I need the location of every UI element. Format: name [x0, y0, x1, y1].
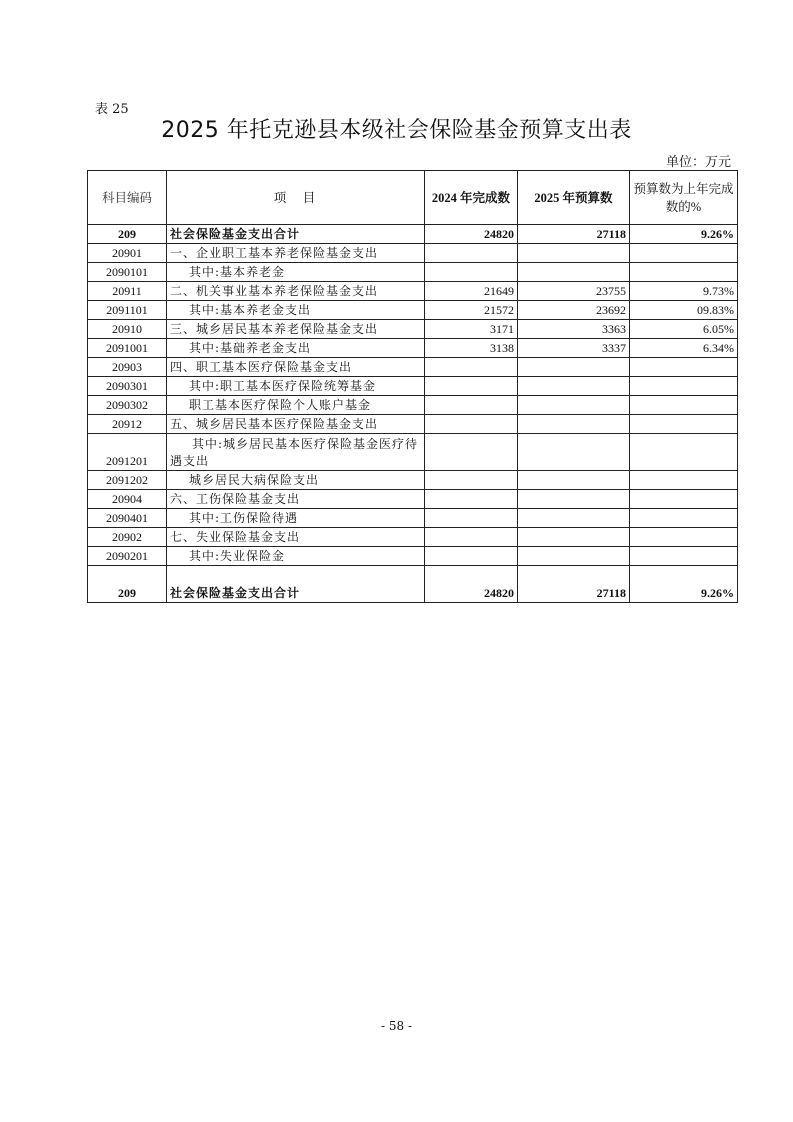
cell-code: 20912 — [88, 415, 167, 434]
table-row — [88, 282, 738, 301]
cell-completed-2024 — [425, 263, 518, 282]
cell-budget-2025: 27118 — [518, 225, 630, 244]
cell-completed-2024: 24820 — [425, 566, 518, 603]
cell-pct: 6.34% — [630, 339, 738, 358]
cell-code: 2091202 — [88, 471, 167, 490]
cell-item: 社会保险基金支出合计 — [167, 566, 425, 603]
cell-pct — [630, 434, 738, 471]
table-row — [88, 490, 738, 509]
cell-budget-2025: 3363 — [518, 320, 630, 339]
table-row — [88, 339, 738, 358]
cell-pct — [630, 396, 738, 415]
cell-item: 其中:工伤保险待遇 — [167, 509, 425, 528]
cell-code: 2090201 — [88, 547, 167, 566]
budget-table — [87, 170, 738, 603]
cell-pct: 9.26% — [630, 566, 738, 603]
cell-budget-2025: 3337 — [518, 339, 630, 358]
cell-pct: 09.83% — [630, 301, 738, 320]
table-row — [88, 471, 738, 490]
cell-code: 209 — [88, 566, 167, 603]
cell-item: 城乡居民大病保险支出 — [167, 471, 425, 490]
header-item: 项 目 — [167, 171, 425, 225]
cell-code: 20911 — [88, 282, 167, 301]
cell-item: 其中:职工基本医疗保险统筹基金 — [167, 377, 425, 396]
cell-item: 七、失业保险基金支出 — [167, 528, 425, 547]
table-row — [88, 434, 738, 471]
page-title: 2025 年托克逊县本级社会保险基金预算支出表 — [161, 118, 632, 143]
cell-budget-2025 — [518, 263, 630, 282]
cell-budget-2025 — [518, 377, 630, 396]
header-budget-2025: 2025 年预算数 — [518, 171, 630, 225]
cell-completed-2024 — [425, 415, 518, 434]
page-number: - 58 - — [380, 1019, 412, 1033]
cell-completed-2024 — [425, 509, 518, 528]
cell-pct — [630, 263, 738, 282]
cell-item: 社会保险基金支出合计 — [167, 225, 425, 244]
cell-item: 其中:基本养老金 — [167, 263, 425, 282]
table-row — [88, 377, 738, 396]
cell-code: 20902 — [88, 528, 167, 547]
cell-pct — [630, 415, 738, 434]
table-row — [88, 301, 738, 320]
header-completed-2024: 2024 年完成数 — [425, 171, 518, 225]
header-code: 科目编码 — [88, 171, 167, 225]
cell-budget-2025: 27118 — [518, 566, 630, 603]
cell-completed-2024 — [425, 471, 518, 490]
table-row-total — [88, 566, 738, 603]
cell-code: 20901 — [88, 244, 167, 263]
cell-code: 2091101 — [88, 301, 167, 320]
cell-code: 2090401 — [88, 509, 167, 528]
cell-budget-2025: 23755 — [518, 282, 630, 301]
cell-pct — [630, 509, 738, 528]
cell-item: 三、城乡居民基本养老保险基金支出 — [167, 320, 425, 339]
cell-completed-2024: 24820 — [425, 225, 518, 244]
cell-item: 一、企业职工基本养老保险基金支出 — [167, 244, 425, 263]
cell-pct — [630, 377, 738, 396]
cell-pct — [630, 471, 738, 490]
table-row — [88, 244, 738, 263]
cell-completed-2024 — [425, 528, 518, 547]
cell-budget-2025 — [518, 244, 630, 263]
cell-pct: 9.73% — [630, 282, 738, 301]
cell-completed-2024 — [425, 434, 518, 471]
cell-completed-2024 — [425, 377, 518, 396]
table-row — [88, 358, 738, 377]
table-row — [88, 547, 738, 566]
table-label: 表 25 — [95, 102, 129, 117]
table-row — [88, 415, 738, 434]
cell-item: 其中:基本养老金支出 — [167, 301, 425, 320]
cell-pct — [630, 244, 738, 263]
table-row — [88, 320, 738, 339]
cell-budget-2025 — [518, 471, 630, 490]
cell-completed-2024: 21649 — [425, 282, 518, 301]
cell-item: 六、工伤保险基金支出 — [167, 490, 425, 509]
table-row — [88, 263, 738, 282]
cell-budget-2025 — [518, 509, 630, 528]
cell-item: 职工基本医疗保险个人账户基金 — [167, 396, 425, 415]
cell-budget-2025 — [518, 396, 630, 415]
cell-completed-2024: 3171 — [425, 320, 518, 339]
cell-item: 四、职工基本医疗保险基金支出 — [167, 358, 425, 377]
cell-budget-2025 — [518, 528, 630, 547]
cell-budget-2025 — [518, 358, 630, 377]
cell-item: 其中:失业保险金 — [167, 547, 425, 566]
cell-completed-2024: 21572 — [425, 301, 518, 320]
header-pct: 预算数为上年完成数的% — [630, 171, 738, 225]
unit-label: 单位：万元 — [665, 155, 731, 170]
cell-completed-2024 — [425, 358, 518, 377]
cell-budget-2025 — [518, 434, 630, 471]
cell-completed-2024 — [425, 490, 518, 509]
cell-completed-2024 — [425, 396, 518, 415]
cell-code: 20910 — [88, 320, 167, 339]
cell-budget-2025 — [518, 490, 630, 509]
cell-item: 二、机关事业基本养老保险基金支出 — [167, 282, 425, 301]
cell-code: 2090302 — [88, 396, 167, 415]
cell-completed-2024: 3138 — [425, 339, 518, 358]
cell-pct — [630, 358, 738, 377]
table-row — [88, 509, 738, 528]
cell-code: 2091001 — [88, 339, 167, 358]
table-row-total — [88, 225, 738, 244]
cell-code: 20903 — [88, 358, 167, 377]
cell-budget-2025: 23692 — [518, 301, 630, 320]
cell-completed-2024 — [425, 244, 518, 263]
cell-code: 20904 — [88, 490, 167, 509]
cell-pct — [630, 490, 738, 509]
cell-item: 其中:基础养老金支出 — [167, 339, 425, 358]
cell-budget-2025 — [518, 415, 630, 434]
cell-completed-2024 — [425, 547, 518, 566]
cell-pct: 6.05% — [630, 320, 738, 339]
cell-budget-2025 — [518, 547, 630, 566]
cell-item: 其中:城乡居民基本医疗保险基金医疗待遇支出 — [167, 434, 425, 471]
table-row — [88, 396, 738, 415]
cell-code: 2090101 — [88, 263, 167, 282]
cell-code: 2090301 — [88, 377, 167, 396]
table-header-row — [88, 171, 738, 225]
cell-pct: 9.26% — [630, 225, 738, 244]
cell-pct — [630, 528, 738, 547]
cell-item: 五、城乡居民基本医疗保险基金支出 — [167, 415, 425, 434]
table-row — [88, 528, 738, 547]
cell-code: 2091201 — [88, 434, 167, 471]
cell-code: 209 — [88, 225, 167, 244]
cell-pct — [630, 547, 738, 566]
